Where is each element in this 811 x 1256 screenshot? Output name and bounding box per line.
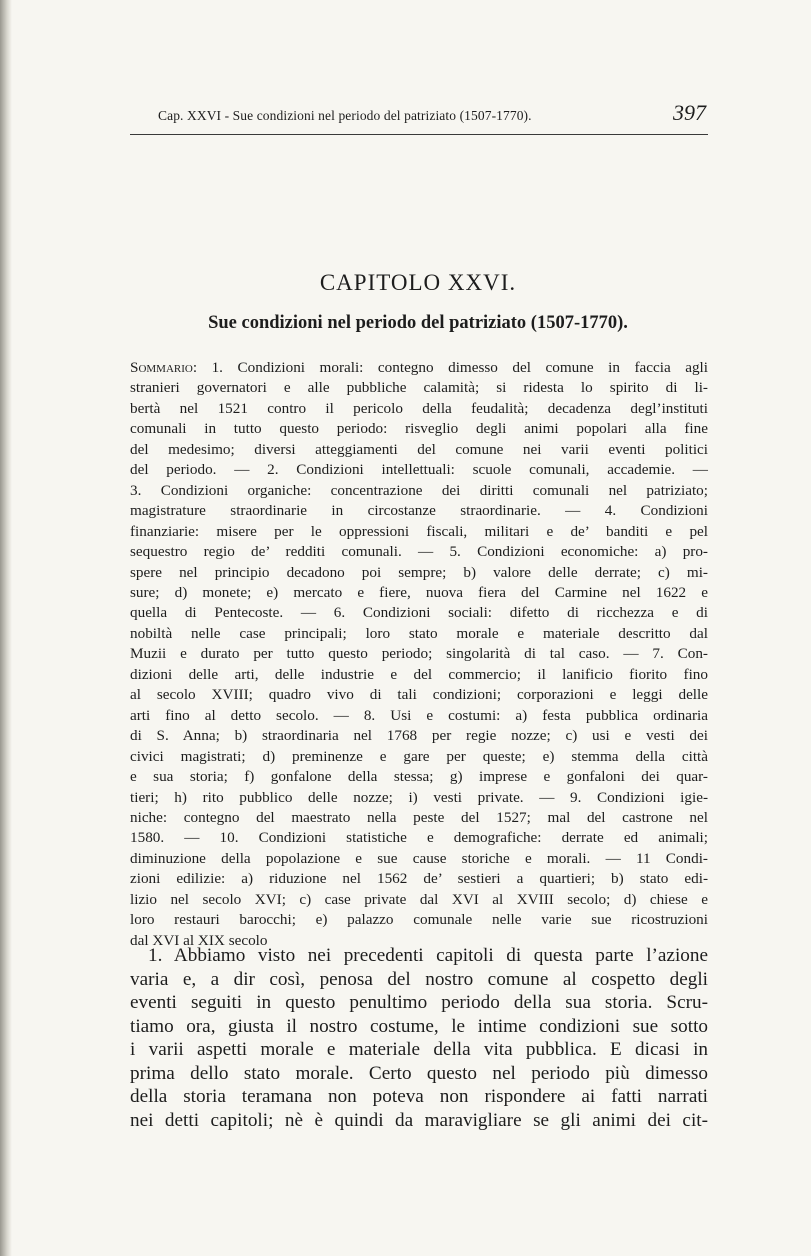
summary-line: loro restauri barocchi; e) palazzo comunale nelle varie sue ricostruzioni — [130, 911, 708, 929]
summary-line: 1580. — 10. Condizioni statistiche e demografiche: derrate ed animali; — [130, 829, 708, 847]
body-line: 1. Abbiamo visto nei precedenti capitoli di questa parte l’azione — [148, 945, 708, 966]
summary-line: tieri; h) rito pubblico delle nozze; i) vesti private. — 9. Condizioni igie- — [130, 788, 708, 806]
summary-line: dizioni delle arti, delle industrie e del commercio; il lanificio fiorito fino — [130, 665, 708, 683]
summary-line: zioni edilizie: a) riduzione nel 1562 de’ sestieri a quartieri; b) stato edi- — [130, 870, 708, 888]
summary-line: comunali in tutto questo periodo: risveglio degli animi popolari alla fine — [130, 420, 708, 438]
summary-line: spere nel principio decadono poi sempre; b) valore delle derrate; c) mi- — [130, 563, 708, 581]
summary-line-text: 1. Condizioni morali: contegno dimesso del comune in faccia agli — [197, 359, 708, 376]
header-rule — [130, 134, 708, 135]
summary-line: arti fino al detto secolo. — 8. Usi e costumi: a) festa pubblica ordinaria — [130, 706, 708, 724]
summary-line — [130, 358, 708, 378]
summary-line: del periodo. — 2. Condizioni intellettuali: scuole comunali, accademie. — — [130, 461, 708, 479]
body-text — [130, 944, 708, 1132]
body-line: nei detti capitoli; nè è quindi da maravigliare se gli animi dei cit- — [130, 1109, 708, 1131]
summary-line: stranieri governatori e alle pubbliche calamità; si ridesta lo spirito di li- — [130, 379, 708, 397]
summary-line: del medesimo; diversi atteggiamenti del comune nei varii eventi politici — [130, 440, 708, 458]
chapter-summary — [130, 358, 708, 951]
summary-line: lizio nel secolo XVI; c) case private dal XVI al XVIII secolo; d) chiese e — [130, 890, 708, 908]
summary-line: dal XVI al XIX secolo — [130, 931, 268, 949]
summary-line: di S. Anna; b) straordinaria nel 1768 per regie nozze; c) usi e vesti dei — [130, 727, 708, 745]
running-head-title: Cap. XXVI - Sue condizioni nel periodo del patriziato (1507-1770). — [158, 108, 532, 123]
body-line: eventi seguiti in questo penultimo periodo della sua storia. Scru- — [130, 992, 708, 1014]
summary-line: finanziarie: misere per le oppressioni fiscali, militari e de’ banditi e pel — [130, 522, 708, 540]
page-number: 397 — [673, 100, 706, 125]
summary-line: civici magistrati; d) preminenze e gare per queste; e) stemma della città — [130, 747, 708, 765]
summary-line: 3. Condizioni organiche: concentrazione dei diritti comunali nel patriziato; — [130, 481, 708, 499]
chapter-title: CAPITOLO XXVI. — [319, 270, 517, 295]
running-head — [128, 100, 708, 132]
body-line: tiamo ora, giusta il nostro costume, le intime condizioni sue sotto — [130, 1015, 708, 1037]
page-binding-shadow — [0, 0, 12, 1256]
summary-line: e sua storia; f) gonfalone della stessa; g) imprese e gonfaloni dei quar- — [130, 768, 708, 786]
body-line: prima dello stato morale. Certo questo nel periodo più dimesso — [130, 1062, 708, 1084]
body-line: della storia teramana non poteva non rispondere ai fatti narrati — [130, 1086, 708, 1108]
summary-line: quella di Pentecoste. — 6. Condizioni sociali: difetto di ricchezza e di — [130, 604, 708, 622]
summary-line: nobiltà nelle case principali; loro stato morale e materiale descritto dal — [130, 624, 708, 642]
summary-line: bertà nel 1521 contro il pericolo della feudalità; decadenza degl’instituti — [130, 399, 708, 417]
summary-label: Sommario: — [130, 359, 198, 376]
summary-line: al secolo XVIII; quadro vivo di tali condizioni; corporazioni e leggi delle — [130, 686, 708, 704]
body-line: varia e, a dir così, penosa del nostro comune al cospetto degli — [130, 968, 708, 990]
summary-line: niche: contegno del maestrato nella peste del 1527; mal del castrone nel — [130, 808, 708, 826]
summary-line: sequestro regio de’ redditi comunali. — 5. Condizioni economiche: a) pro- — [130, 543, 708, 561]
summary-line: diminuzione della popolazione e sue cause storiche e morali. — 11 Condi- — [130, 849, 708, 867]
body-line: i varii aspetti morale e materiale della vita pubblica. E dicasi in — [130, 1039, 708, 1061]
summary-line: Muzii e durato per tutto questo periodo; singolarità di tal caso. — 7. Con- — [130, 645, 708, 663]
summary-line: magistrature straordinarie in circostanze straordinarie. — 4. Condizioni — [130, 502, 708, 520]
chapter-subtitle: Sue condizioni nel periodo del patriziato (1507-1770). — [208, 313, 628, 333]
summary-line: sure; d) monete; e) mercato e fiere, nuova fiera del Carmine nel 1622 e — [130, 583, 708, 601]
